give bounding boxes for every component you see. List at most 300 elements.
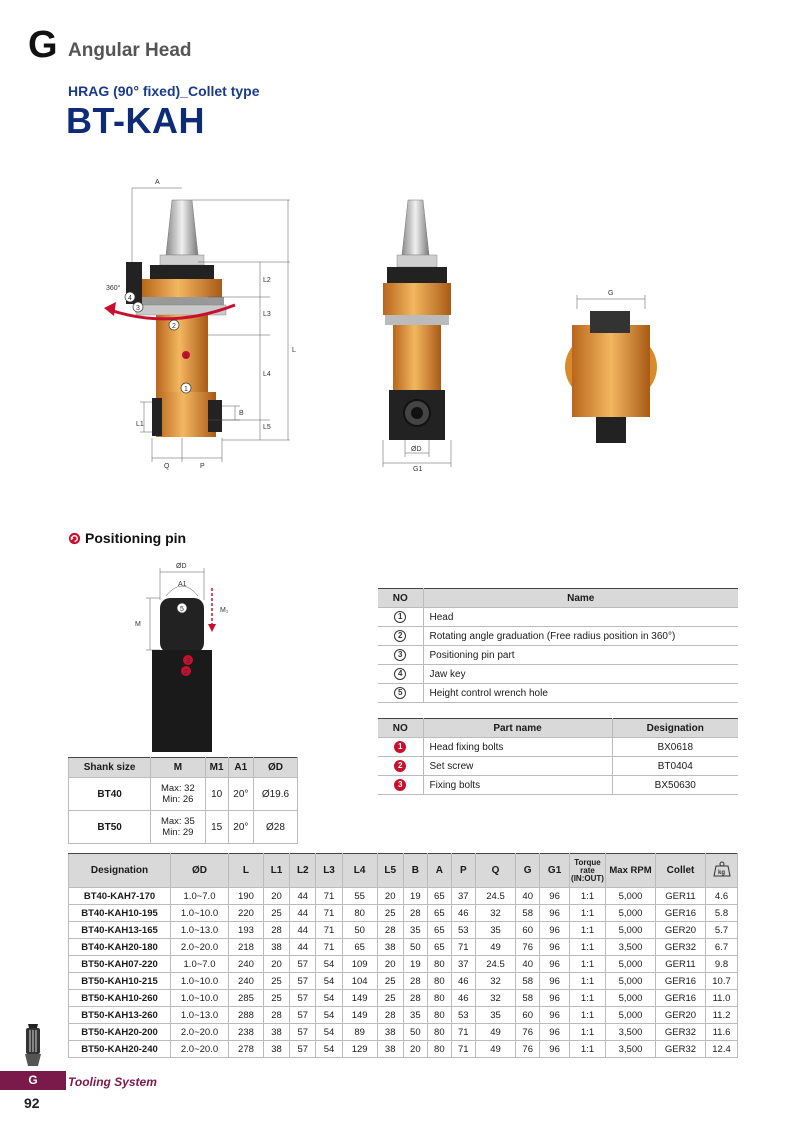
spec-cell-a: 80 <box>427 990 451 1007</box>
spec-cell-rpm: 5,000 <box>606 888 656 905</box>
spec-cell-torque: 1:1 <box>570 1041 606 1058</box>
spec-cell-torque: 1:1 <box>570 1007 606 1024</box>
spec-header-g1: G1 <box>540 854 570 888</box>
table-row <box>69 888 738 905</box>
spec-cell-weight: 5.8 <box>706 905 738 922</box>
pin-callout-3: 3 <box>186 658 190 665</box>
table-row <box>378 646 738 665</box>
spec-cell-l5: 38 <box>377 1024 403 1041</box>
spec-cell-l3: 54 <box>316 1024 342 1041</box>
shank-header-m: M <box>151 758 205 778</box>
shank-m-max: Max: 32 <box>160 783 195 794</box>
shank-m-max: Max: 35 <box>160 816 195 827</box>
spec-cell-collet: GER11 <box>656 956 706 973</box>
spec-cell-l: 220 <box>229 905 264 922</box>
spec-header-l2: L2 <box>290 854 316 888</box>
spec-cell-l2: 44 <box>290 939 316 956</box>
spec-cell-l1: 25 <box>263 973 289 990</box>
spec-cell-p: 46 <box>451 990 475 1007</box>
spec-cell-designation: BT50-KAH10-260 <box>69 990 171 1007</box>
spec-cell-l1: 25 <box>263 990 289 1007</box>
spec-cell-designation: BT40-KAH13-165 <box>69 922 171 939</box>
spec-cell-designation: BT40-KAH10-195 <box>69 905 171 922</box>
spec-cell-l3: 71 <box>316 905 342 922</box>
table-row <box>378 627 738 646</box>
spec-cell-l1: 38 <box>263 1041 289 1058</box>
spec-header-l: L <box>229 854 264 888</box>
spec-cell-l3: 71 <box>316 939 342 956</box>
dim-b: B <box>239 410 244 417</box>
spec-cell-od: 1.0~13.0 <box>171 922 229 939</box>
spec-cell-p: 37 <box>451 956 475 973</box>
spec-header-q: Q <box>475 854 515 888</box>
spec-cell-l: 285 <box>229 990 264 1007</box>
table-row <box>69 973 738 990</box>
spec-cell-l: 240 <box>229 956 264 973</box>
spec-cell-q: 49 <box>475 1024 515 1041</box>
spec-cell-b: 50 <box>403 939 427 956</box>
shank-size-table <box>68 757 298 844</box>
spec-cell-collet: GER16 <box>656 990 706 1007</box>
spec-cell-l3: 71 <box>316 888 342 905</box>
spec-cell-l2: 57 <box>290 1007 316 1024</box>
positioning-pin-drawing <box>130 560 240 755</box>
spec-cell-collet: GER20 <box>656 922 706 939</box>
spec-cell-l4: 80 <box>342 905 377 922</box>
name-table-header-name: Name <box>423 589 738 608</box>
spec-cell-l4: 55 <box>342 888 377 905</box>
spec-cell-l: 190 <box>229 888 264 905</box>
spec-cell-od: 2.0~20.0 <box>171 1024 229 1041</box>
spec-cell-designation: BT50-KAH10-215 <box>69 973 171 990</box>
spec-cell-b: 19 <box>403 956 427 973</box>
spec-cell-l4: 50 <box>342 922 377 939</box>
shank-od: Ø19.6 <box>253 778 297 811</box>
spec-cell-a: 65 <box>427 888 451 905</box>
spec-cell-b: 28 <box>403 990 427 1007</box>
spec-cell-l2: 57 <box>290 1024 316 1041</box>
spec-cell-l1: 38 <box>263 939 289 956</box>
callout-1-red: 1 <box>184 353 188 360</box>
spec-cell-g: 60 <box>516 1007 540 1024</box>
red-number-badge: 2 <box>394 760 406 772</box>
spec-cell-b: 20 <box>403 1041 427 1058</box>
spec-table-body <box>69 888 738 1058</box>
positioning-pin-title: Positioning pin <box>85 530 187 546</box>
spec-cell-l2: 44 <box>290 888 316 905</box>
model-title: BT-KAH <box>66 100 205 141</box>
spec-cell-weight: 4.6 <box>706 888 738 905</box>
spec-cell-od: 1.0~10.0 <box>171 990 229 1007</box>
spec-cell-torque: 1:1 <box>570 888 606 905</box>
spec-cell-l3: 54 <box>316 973 342 990</box>
spec-cell-collet: GER20 <box>656 1007 706 1024</box>
table-row <box>69 1007 738 1024</box>
part-designation-table <box>378 718 738 795</box>
callout-4: 4 <box>128 295 132 302</box>
shank-header-m1: M1 <box>205 758 228 778</box>
spec-cell-p: 71 <box>451 1041 475 1058</box>
shank-size: BT40 <box>69 778 151 811</box>
pin-dim-od: ØD <box>176 563 187 570</box>
spec-cell-rpm: 5,000 <box>606 956 656 973</box>
spec-cell-g: 58 <box>516 905 540 922</box>
spec-cell-l5: 25 <box>377 990 403 1007</box>
dim-l2: L2 <box>263 277 271 284</box>
number-badge: 4 <box>394 668 406 680</box>
dim-a: A <box>155 179 160 186</box>
spec-cell-q: 24.5 <box>475 888 515 905</box>
spec-cell-l4: 129 <box>342 1041 377 1058</box>
spec-cell-l2: 57 <box>290 956 316 973</box>
spec-cell-g1: 96 <box>540 939 570 956</box>
spec-cell-l4: 104 <box>342 973 377 990</box>
spec-cell-torque: 1:1 <box>570 990 606 1007</box>
shank-a1: 20° <box>228 811 253 844</box>
weight-icon <box>713 861 731 877</box>
spec-header-l4: L4 <box>342 854 377 888</box>
table-row <box>378 665 738 684</box>
spec-cell-l3: 54 <box>316 1007 342 1024</box>
spec-cell-l: 288 <box>229 1007 264 1024</box>
spec-cell-l3: 54 <box>316 956 342 973</box>
page-number: 92 <box>24 1095 40 1111</box>
dim-od: ØD <box>411 446 422 453</box>
table-row <box>378 738 738 757</box>
spec-cell-p: 37 <box>451 888 475 905</box>
spec-header-l5: L5 <box>377 854 403 888</box>
spec-cell-b: 28 <box>403 905 427 922</box>
callout-1: 1 <box>184 386 188 393</box>
specification-table <box>68 853 738 1058</box>
spec-cell-q: 32 <box>475 905 515 922</box>
component-name: Jaw key <box>423 665 738 684</box>
spec-cell-a: 65 <box>427 922 451 939</box>
weight-unit: kg <box>717 870 725 876</box>
spec-cell-rpm: 5,000 <box>606 973 656 990</box>
dim-l1: L1 <box>136 421 144 428</box>
spec-cell-torque: 1:1 <box>570 939 606 956</box>
number-badge: 1 <box>394 611 406 623</box>
spec-cell-g1: 96 <box>540 1007 570 1024</box>
spec-cell-l4: 149 <box>342 1007 377 1024</box>
spec-cell-l1: 28 <box>263 922 289 939</box>
red-number-badge: 1 <box>394 741 406 753</box>
pin-dim-m1: M₁ <box>220 607 229 614</box>
spec-cell-weight: 11.0 <box>706 990 738 1007</box>
spec-cell-l4: 109 <box>342 956 377 973</box>
dim-q: Q <box>164 463 170 470</box>
spec-header-rpm: Max RPM <box>606 854 656 888</box>
spec-cell-rpm: 5,000 <box>606 922 656 939</box>
spec-cell-l2: 44 <box>290 905 316 922</box>
component-name: Height control wrench hole <box>423 684 738 703</box>
spec-cell-g: 76 <box>516 1024 540 1041</box>
spec-cell-l3: 54 <box>316 1041 342 1058</box>
spec-cell-g1: 96 <box>540 956 570 973</box>
spec-cell-b: 19 <box>403 888 427 905</box>
spec-header-b: B <box>403 854 427 888</box>
part-name: Set screw <box>423 757 612 776</box>
section-tab: G <box>0 1071 66 1090</box>
spec-cell-a: 80 <box>427 1024 451 1041</box>
component-name: Rotating angle graduation (Free radius position in 360°) <box>423 627 738 646</box>
spec-cell-g: 40 <box>516 956 540 973</box>
spec-cell-l4: 65 <box>342 939 377 956</box>
spec-cell-b: 35 <box>403 1007 427 1024</box>
spec-cell-torque: 1:1 <box>570 973 606 990</box>
spec-cell-designation: BT50-KAH20-240 <box>69 1041 171 1058</box>
spec-header-a: A <box>427 854 451 888</box>
spec-cell-p: 71 <box>451 939 475 956</box>
spec-cell-g: 58 <box>516 990 540 1007</box>
spec-cell-a: 80 <box>427 1007 451 1024</box>
spec-cell-g: 60 <box>516 922 540 939</box>
spec-header-torque: Torque rate (IN:OUT) <box>570 854 606 888</box>
spec-cell-p: 53 <box>451 922 475 939</box>
spec-cell-l1: 20 <box>263 888 289 905</box>
spec-cell-collet: GER32 <box>656 1041 706 1058</box>
dim-g1: G1 <box>413 466 423 473</box>
spec-cell-b: 50 <box>403 1024 427 1041</box>
spec-cell-q: 24.5 <box>475 956 515 973</box>
spec-cell-l5: 28 <box>377 922 403 939</box>
dim-g: G <box>608 290 614 297</box>
table-row <box>378 608 738 627</box>
spec-cell-l1: 25 <box>263 905 289 922</box>
dim-l5: L5 <box>263 424 271 431</box>
part-name: Head fixing bolts <box>423 738 612 757</box>
spec-cell-rpm: 3,500 <box>606 1024 656 1041</box>
table-row <box>69 905 738 922</box>
dim-l4: L4 <box>263 371 271 378</box>
spec-cell-rpm: 3,500 <box>606 1041 656 1058</box>
pin-callout-5: 5 <box>180 606 184 613</box>
tooling-system-label: Tooling System <box>68 1075 157 1089</box>
part-table-header-no: NO <box>378 719 423 738</box>
shank-m-min: Min: 26 <box>162 794 194 805</box>
shank-header-a1: A1 <box>228 758 253 778</box>
spec-cell-l5: 25 <box>377 905 403 922</box>
spec-cell-l2: 44 <box>290 922 316 939</box>
spec-cell-g: 76 <box>516 1041 540 1058</box>
callout-3: 3 <box>136 305 140 312</box>
component-name: Positioning pin part <box>423 646 738 665</box>
weight-header <box>706 854 738 888</box>
part-designation: BT0404 <box>612 757 738 776</box>
shank-m-min: Min: 29 <box>162 827 194 838</box>
shank-m <box>151 778 205 811</box>
spec-cell-p: 46 <box>451 905 475 922</box>
spec-cell-l5: 20 <box>377 956 403 973</box>
spec-cell-a: 80 <box>427 973 451 990</box>
positioning-pin-heading <box>68 530 186 546</box>
shank-m1: 15 <box>205 811 228 844</box>
spec-cell-l1: 28 <box>263 1007 289 1024</box>
number-badge: 2 <box>394 630 406 642</box>
spec-cell-torque: 1:1 <box>570 1024 606 1041</box>
spec-cell-l: 238 <box>229 1024 264 1041</box>
spec-header-designation: Designation <box>69 854 171 888</box>
spec-header-p: P <box>451 854 475 888</box>
spec-cell-l1: 20 <box>263 956 289 973</box>
spec-cell-collet: GER32 <box>656 1024 706 1041</box>
spec-cell-l2: 57 <box>290 1041 316 1058</box>
spec-cell-od: 1.0~7.0 <box>171 888 229 905</box>
spec-cell-weight: 5.7 <box>706 922 738 939</box>
spec-cell-g1: 96 <box>540 990 570 1007</box>
angular-head-top-view <box>560 285 660 450</box>
table-row <box>69 778 298 811</box>
shank-m <box>151 811 205 844</box>
pin-callout-2: 2 <box>184 669 188 676</box>
spec-cell-designation: BT40-KAH20-180 <box>69 939 171 956</box>
shank-header-od: ØD <box>253 758 297 778</box>
pin-dim-a1: A1 <box>178 581 187 588</box>
shank-od: Ø28 <box>253 811 297 844</box>
shank-m1: 10 <box>205 778 228 811</box>
table-row <box>69 1041 738 1058</box>
spec-cell-weight: 11.2 <box>706 1007 738 1024</box>
spec-cell-l2: 57 <box>290 990 316 1007</box>
table-row <box>69 990 738 1007</box>
spec-cell-rpm: 5,000 <box>606 990 656 1007</box>
spec-cell-l: 193 <box>229 922 264 939</box>
spec-cell-q: 32 <box>475 973 515 990</box>
table-row <box>69 939 738 956</box>
spec-cell-l5: 20 <box>377 888 403 905</box>
spec-header-g: G <box>516 854 540 888</box>
number-badge: 5 <box>394 687 406 699</box>
spec-cell-collet: GER16 <box>656 905 706 922</box>
shank-header-size: Shank size <box>69 758 151 778</box>
dim-l3: L3 <box>263 311 271 318</box>
spec-cell-l: 240 <box>229 973 264 990</box>
spec-cell-g: 76 <box>516 939 540 956</box>
spec-cell-weight: 12.4 <box>706 1041 738 1058</box>
part-designation: BX50630 <box>612 776 738 795</box>
spec-cell-a: 80 <box>427 1041 451 1058</box>
spec-cell-g1: 96 <box>540 1041 570 1058</box>
table-row <box>378 684 738 703</box>
number-badge: 3 <box>394 649 406 661</box>
table-row <box>378 776 738 795</box>
spec-header-l1: L1 <box>263 854 289 888</box>
angular-head-dimension-drawing <box>100 170 310 475</box>
spec-cell-torque: 1:1 <box>570 922 606 939</box>
spec-cell-q: 49 <box>475 939 515 956</box>
spec-cell-od: 2.0~20.0 <box>171 1041 229 1058</box>
section-title: Angular Head <box>68 40 192 61</box>
spec-cell-q: 35 <box>475 1007 515 1024</box>
spec-cell-g1: 96 <box>540 1024 570 1041</box>
spec-cell-a: 80 <box>427 956 451 973</box>
pin-dim-m: M <box>135 621 141 628</box>
label-360: 360° <box>106 285 121 292</box>
spec-cell-rpm: 5,000 <box>606 1007 656 1024</box>
spec-cell-q: 32 <box>475 990 515 1007</box>
spec-cell-p: 46 <box>451 973 475 990</box>
spec-cell-rpm: 3,500 <box>606 939 656 956</box>
spec-cell-torque: 1:1 <box>570 956 606 973</box>
spec-cell-od: 1.0~7.0 <box>171 956 229 973</box>
red-number-badge: 3 <box>394 779 406 791</box>
angular-head-side-view <box>375 195 460 475</box>
callout-2: 2 <box>172 323 176 330</box>
table-row <box>378 757 738 776</box>
spec-cell-l5: 28 <box>377 1007 403 1024</box>
spec-cell-l4: 149 <box>342 990 377 1007</box>
spec-cell-l: 278 <box>229 1041 264 1058</box>
part-table-header-designation: Designation <box>612 719 738 738</box>
spec-cell-g1: 96 <box>540 888 570 905</box>
table-row <box>69 922 738 939</box>
component-name-table <box>378 588 738 703</box>
part-table-header-part-name: Part name <box>423 719 612 738</box>
spec-cell-collet: GER32 <box>656 939 706 956</box>
spec-cell-collet: GER11 <box>656 888 706 905</box>
circular-arrow-icon <box>68 532 81 545</box>
shank-a1: 20° <box>228 778 253 811</box>
spec-cell-designation: BT50-KAH13-260 <box>69 1007 171 1024</box>
spec-cell-l3: 54 <box>316 990 342 1007</box>
spec-cell-q: 49 <box>475 1041 515 1058</box>
spec-cell-g: 40 <box>516 888 540 905</box>
spec-cell-l5: 38 <box>377 1041 403 1058</box>
spec-cell-od: 1.0~13.0 <box>171 1007 229 1024</box>
spec-cell-b: 28 <box>403 973 427 990</box>
spec-cell-rpm: 5,000 <box>606 905 656 922</box>
collet-tool-icon <box>22 1022 44 1068</box>
spec-cell-od: 1.0~10.0 <box>171 973 229 990</box>
spec-cell-l5: 25 <box>377 973 403 990</box>
spec-cell-weight: 11.6 <box>706 1024 738 1041</box>
spec-cell-od: 1.0~10.0 <box>171 905 229 922</box>
spec-cell-a: 65 <box>427 939 451 956</box>
spec-cell-l2: 57 <box>290 973 316 990</box>
spec-cell-a: 65 <box>427 905 451 922</box>
section-letter: G <box>28 24 58 66</box>
product-subtitle: HRAG (90° fixed)_Collet type <box>68 83 260 99</box>
spec-cell-l: 218 <box>229 939 264 956</box>
spec-cell-g: 58 <box>516 973 540 990</box>
spec-cell-designation: BT50-KAH20-200 <box>69 1024 171 1041</box>
spec-cell-designation: BT50-KAH07-220 <box>69 956 171 973</box>
table-row <box>69 811 298 844</box>
spec-cell-weight: 10.7 <box>706 973 738 990</box>
spec-cell-od: 2.0~20.0 <box>171 939 229 956</box>
spec-cell-q: 35 <box>475 922 515 939</box>
name-table-header-no: NO <box>378 589 423 608</box>
spec-cell-l4: 89 <box>342 1024 377 1041</box>
dim-p: P <box>200 463 205 470</box>
spec-header-collet: Collet <box>656 854 706 888</box>
spec-header-od: ØD <box>171 854 229 888</box>
spec-cell-weight: 9.8 <box>706 956 738 973</box>
spec-cell-l1: 38 <box>263 1024 289 1041</box>
component-name: Head <box>423 608 738 627</box>
spec-cell-b: 35 <box>403 922 427 939</box>
spec-cell-weight: 6.7 <box>706 939 738 956</box>
spec-header-l3: L3 <box>316 854 342 888</box>
spec-cell-l5: 38 <box>377 939 403 956</box>
spec-cell-g1: 96 <box>540 905 570 922</box>
part-designation: BX0618 <box>612 738 738 757</box>
dim-l: L <box>292 347 296 354</box>
spec-cell-l3: 71 <box>316 922 342 939</box>
spec-cell-collet: GER16 <box>656 973 706 990</box>
part-name: Fixing bolts <box>423 776 612 795</box>
